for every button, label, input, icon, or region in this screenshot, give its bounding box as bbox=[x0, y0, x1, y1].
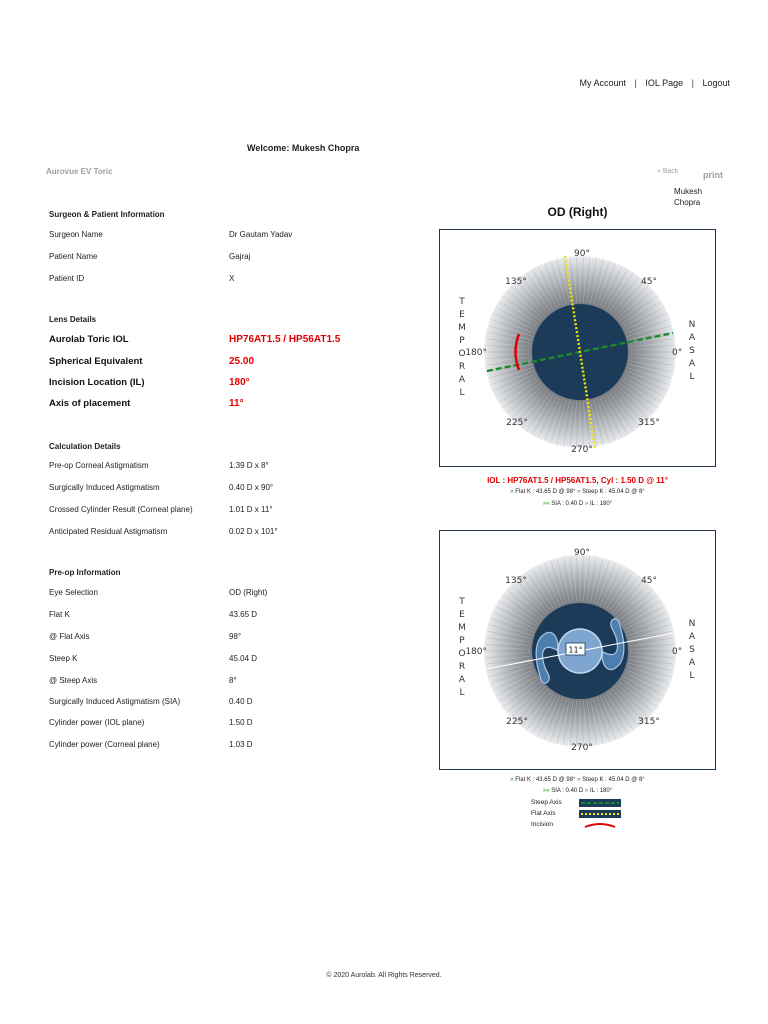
field-value: 25.00 bbox=[229, 356, 255, 367]
legend-row-flat bbox=[531, 808, 621, 819]
field-value: 45.04 D bbox=[229, 654, 258, 663]
field-label: Patient Name bbox=[49, 252, 98, 261]
bullet-icon: » bbox=[510, 777, 514, 783]
field-value: 43.65 D bbox=[229, 610, 258, 619]
sia-text: SIA : 0.40 D bbox=[551, 501, 584, 507]
print-button[interactable]: print bbox=[703, 170, 723, 180]
field-label: Incision Location (IL) bbox=[49, 377, 145, 388]
k-readings bbox=[439, 777, 716, 783]
footer-copyright: © 2020 Aurolab. All Rights Reserved. bbox=[326, 972, 442, 979]
welcome-text: Welcome: Mukesh Chopra bbox=[247, 143, 360, 153]
temporal-letter: P bbox=[459, 336, 465, 346]
field-label: Flat K bbox=[49, 610, 70, 619]
field-value: 1.03 D bbox=[229, 740, 253, 749]
field-value: HP76AT1.5 / HP56AT1.5 bbox=[229, 334, 341, 345]
nasal-label bbox=[689, 320, 696, 382]
degree-label: 90° bbox=[574, 249, 590, 259]
degree-label: 180° bbox=[465, 348, 487, 358]
field-label: Surgically Induced Astigmatism bbox=[49, 483, 160, 492]
nav-separator: | bbox=[691, 78, 694, 88]
field-label: Steep K bbox=[49, 654, 78, 663]
field-label: Eye Selection bbox=[49, 588, 98, 597]
bullet-icon: » bbox=[577, 489, 581, 495]
degree-label: 225° bbox=[506, 418, 528, 428]
field-value: 0.40 D bbox=[229, 697, 253, 706]
flat-axis-swatch-icon bbox=[579, 810, 621, 818]
section-title-surgeon: Surgeon & Patient Information bbox=[49, 210, 165, 219]
nasal-letter: A bbox=[688, 658, 696, 668]
temporal-letter: T bbox=[459, 597, 465, 607]
sia-readings bbox=[439, 788, 716, 794]
field-value: Gajraj bbox=[229, 252, 251, 261]
field-value: 1.01 D x 11° bbox=[229, 505, 273, 514]
degree-label: 315° bbox=[638, 418, 660, 428]
lens-placement-panel bbox=[439, 530, 716, 770]
degree-label: 135° bbox=[505, 277, 527, 287]
iol-summary: IOL : HP76AT1.5 / HP56AT1.5, Cyl : 1.50 D @ 11° bbox=[487, 476, 668, 485]
field-value: 1.39 D x 8° bbox=[229, 461, 269, 470]
bullet-icon: » bbox=[584, 788, 589, 794]
field-label: Surgeon Name bbox=[49, 230, 103, 239]
nasal-letter: A bbox=[688, 632, 696, 642]
nasal-letter: S bbox=[689, 346, 695, 356]
degree-label: 45° bbox=[641, 576, 657, 586]
flat-k-text: Flat K : 43.65 D @ 98° bbox=[515, 489, 576, 495]
section-title-preop: Pre-op Information bbox=[49, 568, 121, 577]
field-value: 11° bbox=[229, 398, 244, 409]
degree-label: 225° bbox=[506, 717, 528, 727]
top-nav bbox=[579, 78, 730, 88]
diagram-legend bbox=[531, 797, 621, 830]
my-account-link[interactable]: My Account bbox=[579, 78, 627, 88]
legend-row-incision bbox=[531, 819, 621, 830]
print-patient-name: Mukesh Chopra bbox=[674, 187, 703, 207]
degree-label: 315° bbox=[638, 717, 660, 727]
axis-diagram-panel bbox=[439, 229, 716, 467]
section-title-lens: Lens Details bbox=[49, 315, 97, 324]
flat-k-text: Flat K : 43.65 D @ 98° bbox=[515, 777, 576, 783]
field-value: 0.40 D x 90° bbox=[229, 483, 274, 492]
incision-swatch-icon bbox=[579, 821, 621, 829]
field-value: 180° bbox=[229, 377, 250, 388]
legend-label: Steep Axis bbox=[531, 799, 562, 806]
temporal-letter: T bbox=[459, 297, 465, 307]
degree-label: 270° bbox=[571, 743, 593, 753]
temporal-letter: P bbox=[459, 636, 465, 646]
nasal-letter: L bbox=[689, 372, 695, 382]
il-text: IL : 180° bbox=[589, 501, 613, 507]
field-value: 98° bbox=[229, 632, 242, 641]
degree-label: 90° bbox=[574, 548, 590, 558]
temporal-letter: L bbox=[459, 688, 465, 698]
il-text: IL : 180° bbox=[589, 788, 613, 794]
field-label: Anticipated Residual Astigmatism bbox=[49, 527, 168, 536]
app-title: Aurovue EV Toric bbox=[46, 167, 113, 176]
bullet-icon: » bbox=[577, 777, 581, 783]
field-label: Crossed Cylinder Result (Corneal plane) bbox=[49, 505, 193, 514]
field-value: 8° bbox=[229, 676, 237, 685]
legend-row-steep bbox=[531, 797, 621, 808]
temporal-letter: O bbox=[458, 649, 466, 659]
field-label: @ Flat Axis bbox=[49, 632, 90, 641]
field-label: Patient ID bbox=[49, 274, 85, 283]
degree-label: 0° bbox=[672, 647, 683, 657]
section-title-calc: Calculation Details bbox=[49, 442, 121, 451]
nasal-letter: A bbox=[688, 359, 696, 369]
temporal-letter: M bbox=[458, 323, 466, 333]
temporal-letter: E bbox=[459, 610, 465, 620]
eye-title: OD (Right) bbox=[547, 205, 608, 219]
temporal-letter: A bbox=[458, 375, 466, 385]
sia-readings bbox=[439, 501, 716, 507]
degree-label: 45° bbox=[641, 277, 657, 287]
field-label: Axis of placement bbox=[49, 398, 131, 409]
legend-label: Flat Axis bbox=[531, 810, 556, 817]
field-label: Pre-op Corneal Astigmatism bbox=[49, 461, 149, 470]
field-value: 0.02 D x 101° bbox=[229, 527, 278, 536]
bullet-icon: »» bbox=[542, 501, 550, 507]
degree-label: 135° bbox=[505, 576, 527, 586]
lens-placement-diagram bbox=[440, 531, 715, 769]
degree-label: 0° bbox=[672, 348, 683, 358]
steep-k-text: Steep K : 45.04 D @ 8° bbox=[582, 489, 645, 495]
temporal-letter: R bbox=[458, 362, 466, 372]
field-value: X bbox=[229, 274, 235, 283]
field-value: OD (Right) bbox=[229, 588, 268, 597]
field-label: Spherical Equivalent bbox=[49, 356, 143, 367]
nasal-letter: L bbox=[689, 671, 695, 681]
sia-text: SIA : 0.40 D bbox=[551, 788, 584, 794]
bullet-icon: » bbox=[510, 489, 514, 495]
temporal-letter: O bbox=[458, 349, 466, 359]
legend-label: Incision bbox=[531, 821, 554, 828]
iol-page-link[interactable]: IOL Page bbox=[645, 78, 684, 88]
steep-axis-swatch-icon bbox=[579, 799, 621, 807]
degree-label: 270° bbox=[571, 445, 593, 455]
bullet-icon: »» bbox=[542, 788, 550, 794]
logout-link[interactable]: Logout bbox=[702, 78, 730, 88]
k-readings bbox=[439, 489, 716, 495]
field-value: 1.50 D bbox=[229, 718, 253, 727]
nasal-letter: A bbox=[688, 333, 696, 343]
nav-separator: | bbox=[634, 78, 637, 88]
axis-diagram bbox=[440, 230, 715, 466]
field-label: @ Steep Axis bbox=[49, 676, 98, 685]
axis-value: 11° bbox=[568, 645, 583, 655]
bullet-icon: » bbox=[584, 501, 589, 507]
degree-label: 180° bbox=[465, 647, 487, 657]
nasal-letter: N bbox=[688, 320, 696, 330]
temporal-letter: E bbox=[459, 310, 465, 320]
field-label: Aurolab Toric IOL bbox=[49, 334, 129, 345]
temporal-letter: L bbox=[459, 388, 465, 398]
temporal-letter: R bbox=[458, 662, 466, 672]
nasal-letter: N bbox=[688, 619, 696, 629]
steep-k-text: Steep K : 45.04 D @ 8° bbox=[582, 777, 645, 783]
field-value: Dr Gautam Yadav bbox=[229, 230, 293, 239]
field-label: Surgically Induced Astigmatism (SIA) bbox=[49, 697, 181, 706]
field-label: Cylinder power (IOL plane) bbox=[49, 718, 145, 727]
nasal-letter: S bbox=[689, 645, 695, 655]
nasal-label bbox=[689, 619, 696, 681]
field-label: Cylinder power (Corneal plane) bbox=[49, 740, 160, 749]
back-link[interactable]: « Back bbox=[657, 168, 679, 175]
temporal-letter: A bbox=[458, 675, 466, 685]
temporal-letter: M bbox=[458, 623, 466, 633]
